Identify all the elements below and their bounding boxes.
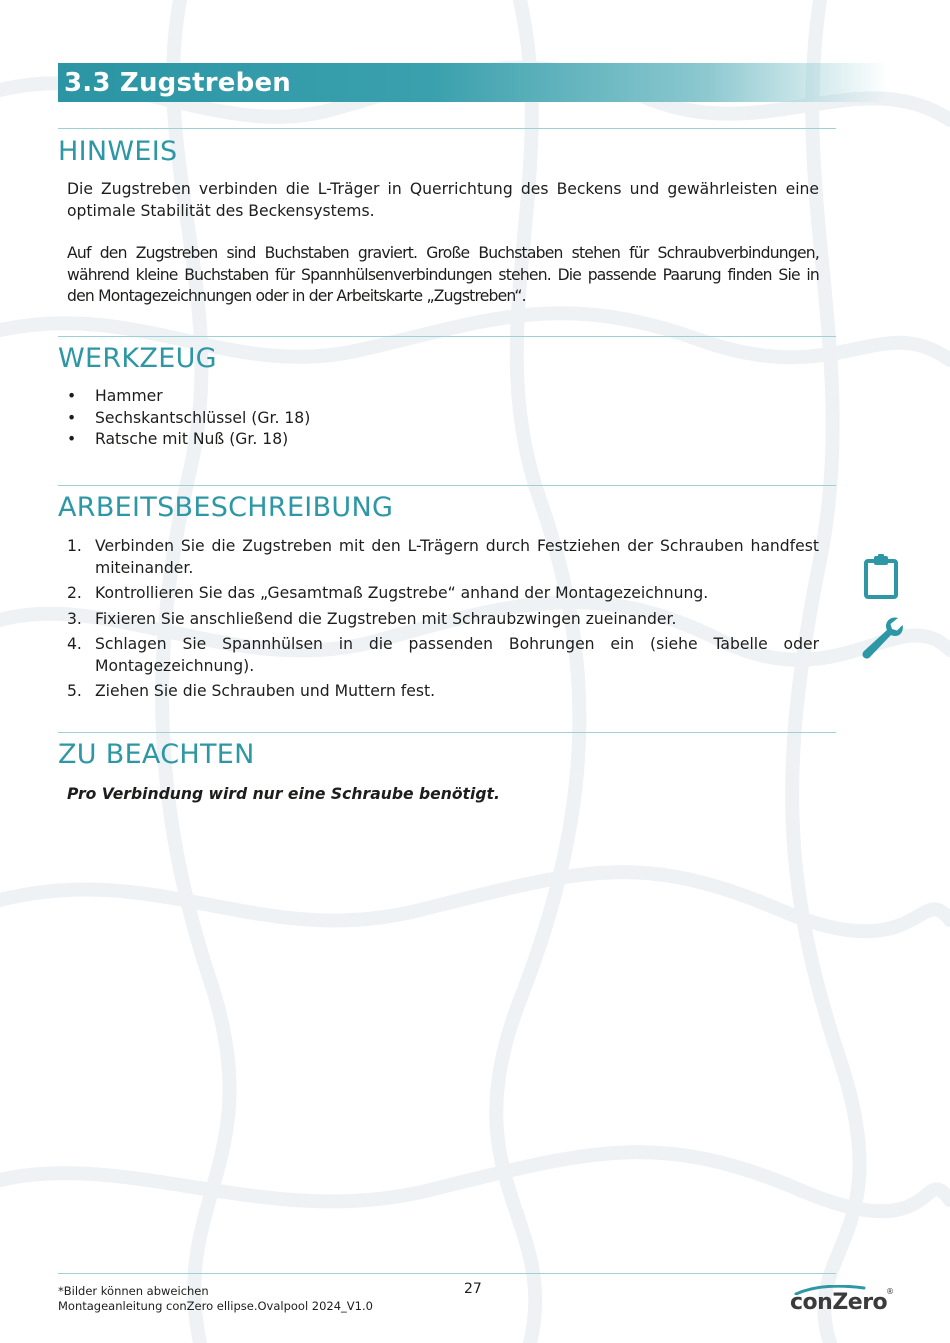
divider <box>58 485 836 486</box>
divider <box>58 128 836 129</box>
list-item: 4. Schlagen Sie Spannhülsen in die passenden Bohrungen ein (siehe Tabelle oder Montagezeichnung). <box>67 635 819 675</box>
page-title: 3.3 Zugstreben <box>64 68 291 98</box>
important-note: Pro Verbindung wird nur eine Schraube benötigt. <box>67 785 500 803</box>
footer-info <box>58 1284 373 1314</box>
divider <box>58 336 836 337</box>
logo-registered-mark: ® <box>886 1287 894 1296</box>
hinweis-heading: HINWEIS <box>58 136 178 167</box>
section-title-bar <box>58 63 888 102</box>
wrench-icon <box>858 614 904 660</box>
list-item: • Sechskantschlüssel (Gr. 18) <box>67 408 310 430</box>
list-item: 5. Ziehen Sie die Schrauben und Muttern fest. <box>67 682 436 700</box>
list-item: 1. Verbinden Sie die Zugstreben mit den L-Trägern durch Festziehen der Schrauben handfest miteinander. <box>67 537 819 577</box>
footer-divider <box>58 1273 836 1274</box>
list-item: • Hammer <box>67 386 310 408</box>
conzero-logo <box>790 1285 894 1321</box>
bullet: • <box>67 430 77 448</box>
footer-document: Montageanleitung conZero ellipse.Ovalpool 2024_V1.0 <box>58 1299 373 1313</box>
hinweis-paragraph-1: Die Zugstreben verbinden die L-Träger in Querrichtung des Beckens und gewährleisten eine optimale Stabilität des Beckensystems. <box>67 180 819 220</box>
logo-wordmark: conZero <box>790 1290 888 1315</box>
tool-list <box>67 386 310 451</box>
list-item: 3. Fixieren Sie anschließend die Zugstreben mit Schraubzwingen zueinander. <box>67 609 677 628</box>
arbeit-heading: ARBEITSBESCHREIBUNG <box>58 492 394 523</box>
footer-disclaimer: *Bilder können abweichen <box>58 1284 209 1298</box>
werkzeug-heading: WERKZEUG <box>58 343 217 374</box>
page-number: 27 <box>464 1281 482 1297</box>
step-list <box>67 536 819 707</box>
list-item: 2. Kontrollieren Sie das „Gesamtmaß Zugstrebe“ anhand der Montagezeichnung. <box>67 584 709 602</box>
beachten-heading: ZU BEACHTEN <box>58 739 255 770</box>
divider <box>58 732 836 733</box>
bullet: • <box>67 408 77 427</box>
bullet: • <box>67 387 77 405</box>
list-item: • Ratsche mit Nuß (Gr. 18) <box>67 429 310 451</box>
hinweis-paragraph-2: Auf den Zugstreben sind Buchstaben graviert. Große Buchstaben stehen für Schraubverbindungen, während kleine Buchstaben für Spannhülsenverbindungen stehen. Die passende Paarung finden Sie in den Montagezeichnungen oder in der Arbeitskarte „Zugstreben“. <box>67 244 819 305</box>
clipboard-icon <box>863 554 899 600</box>
